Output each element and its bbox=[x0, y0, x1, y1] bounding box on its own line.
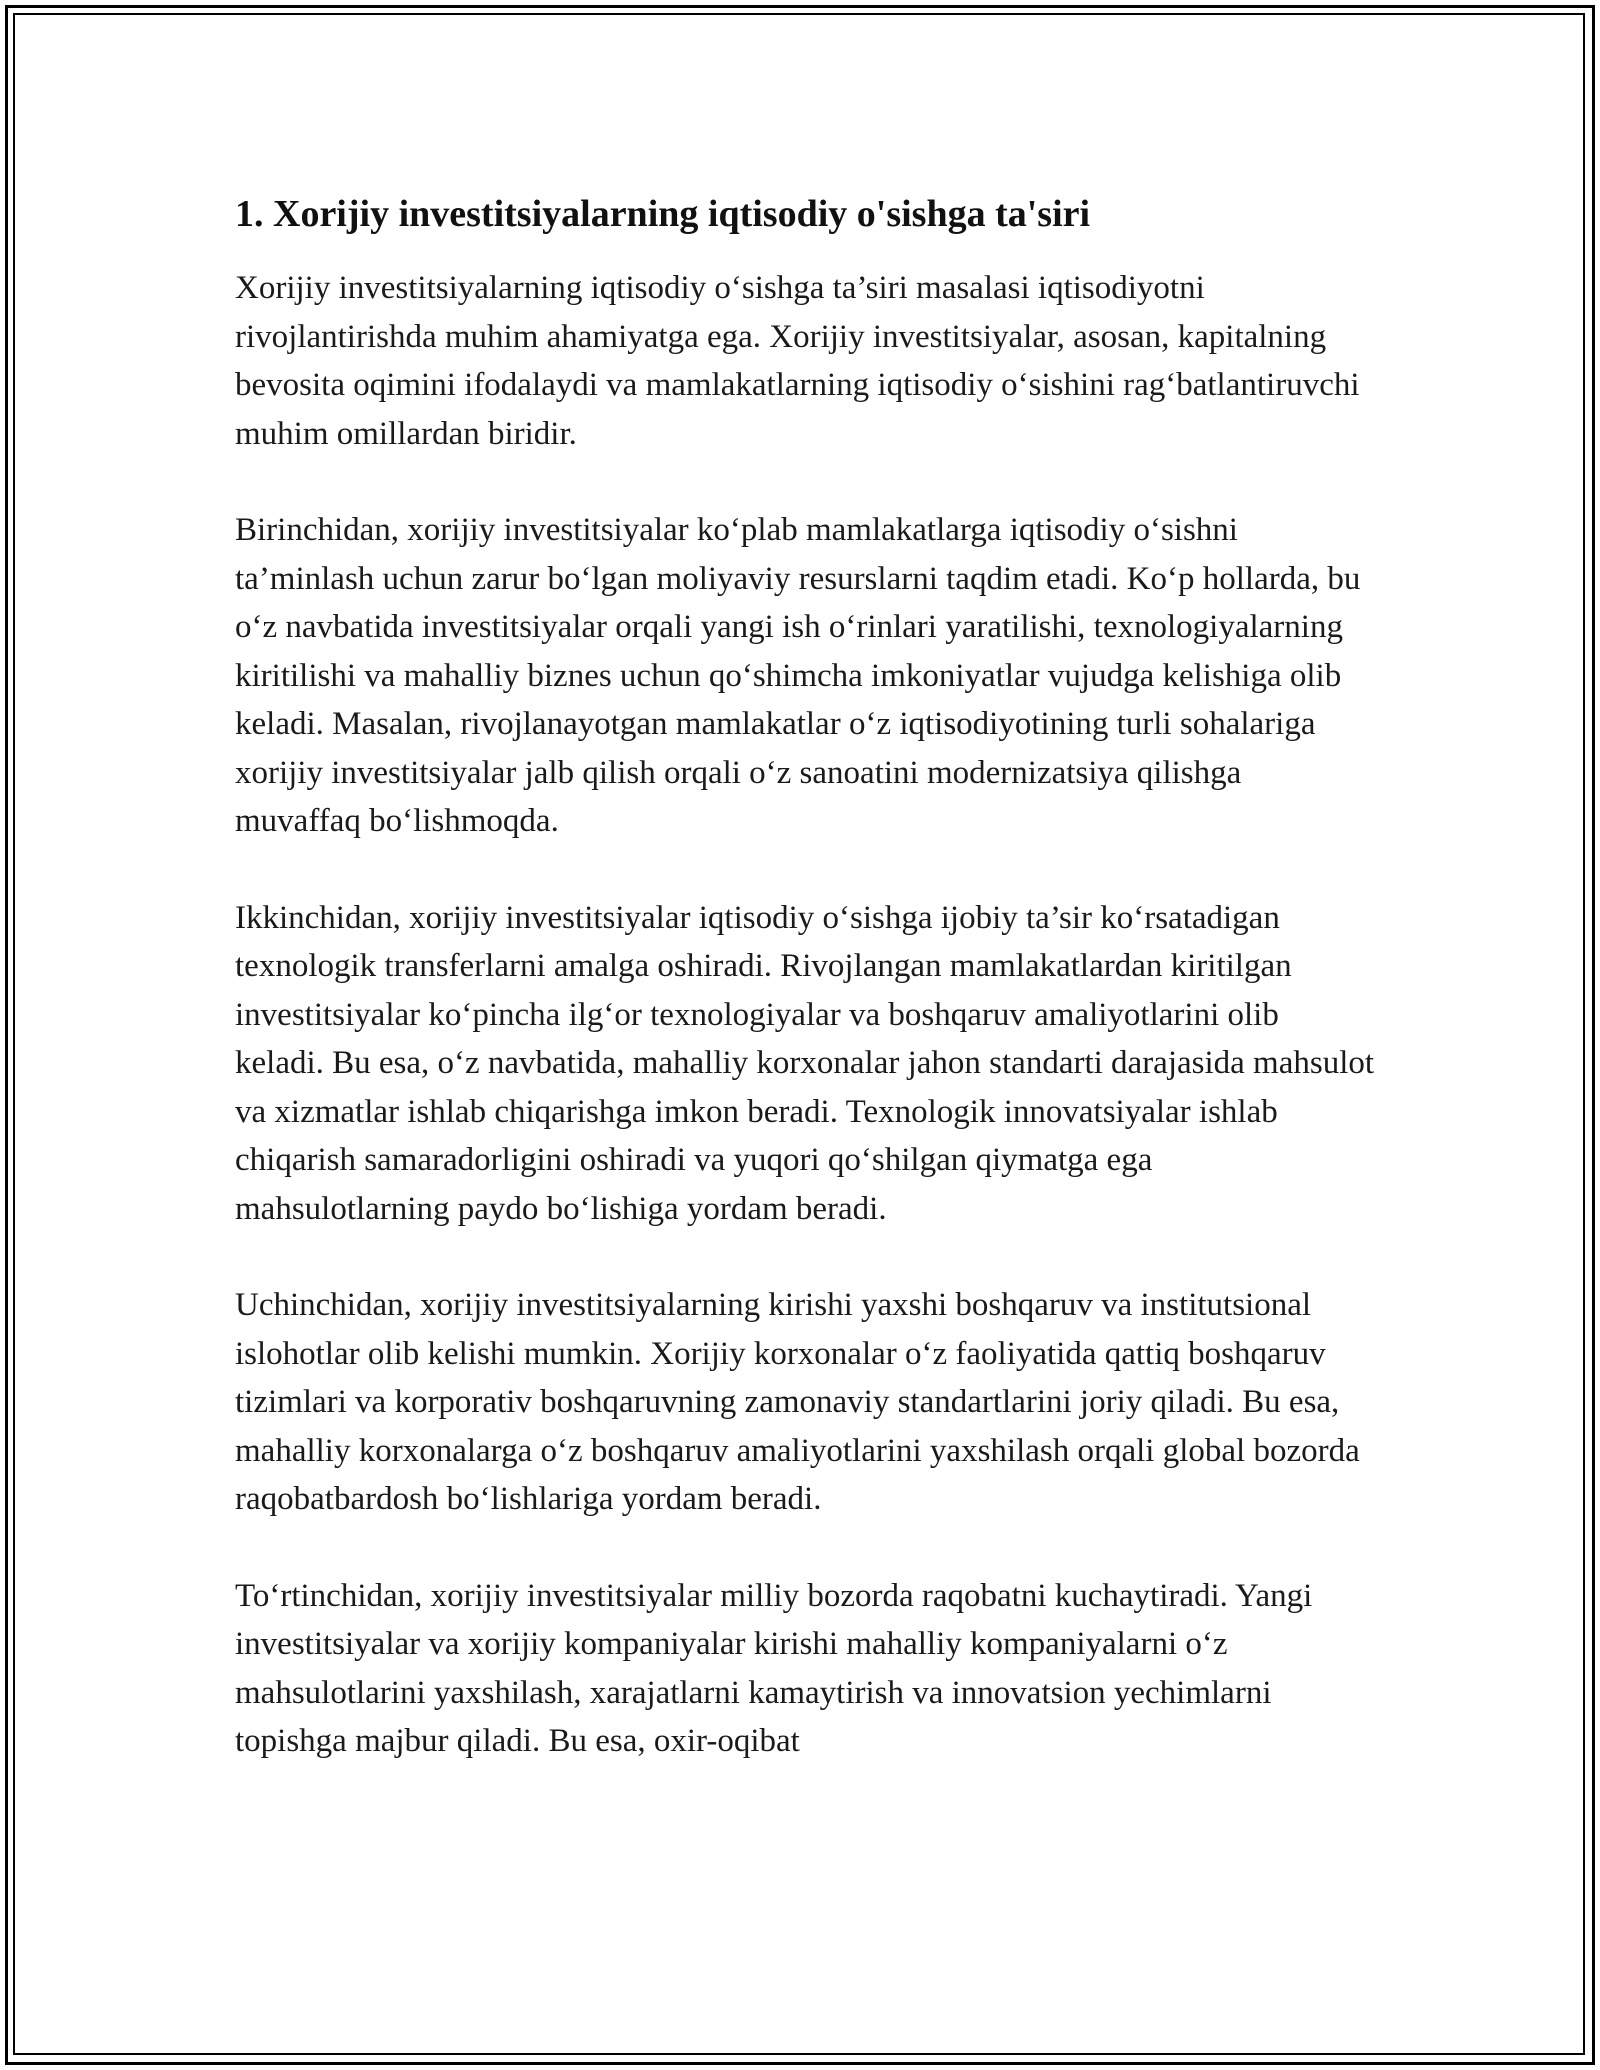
section-title: 1. Xorijiy investitsiyalarning iqtisodiy o'sishga ta'siri bbox=[235, 193, 1091, 235]
document-body bbox=[235, 188, 1375, 1814]
paragraph-third: Uchinchidan, xorijiy investitsiyalarning kirishi yaxshi boshqaruv va institutsional islohotlar olib kelishi mumkin. Xorijiy korxonalar o‘z faoliyatida qattiq boshqaruv tizimlari va korporativ boshqaruvning zamonaviy standartlarini joriy qiladi. Bu esa, mahalliy korxonalarga o‘z boshqaruv amaliyotlarini yaxshilash orqali global bozorda raqobatbardosh bo‘lishlariga yordam beradi. bbox=[235, 1287, 1360, 1517]
paragraph-intro: Xorijiy investitsiyalarning iqtisodiy o‘sishga ta’siri masalasi iqtisodiyotni rivojlantirishda muhim ahamiyatga ega. Xorijiy investitsiyalar, asosan, kapitalning bevosita oqimini ifodalaydi va mamlakatlarning iqtisodiy o‘sishini rag‘batlantiruvchi muhim omillardan biridir. bbox=[235, 270, 1360, 452]
paragraph-second: Ikkinchidan, xorijiy investitsiyalar iqtisodiy o‘sishga ijobiy ta’sir ko‘rsatadigan texnologik transferlarni amalga oshiradi. Rivojlangan mamlakatlardan kiritilgan investitsiyalar ko‘pincha ilg‘or texnologiyalar va boshqaruv amaliyotlarini olib keladi. Bu esa, o‘z navbatida, mahalliy korxonalar jahon standarti darajasida mahsulot va xizmatlar ishlab chiqarishga imkon beradi. Texnologik innovatsiyalar ishlab chiqarish samaradorligini oshiradi va yuqori qo‘shilgan qiymatga ega mahsulotlarning paydo bo‘lishiga yordam beradi. bbox=[235, 899, 1375, 1227]
paragraph-fourth: To‘rtinchidan, xorijiy investitsiyalar milliy bozorda raqobatni kuchaytiradi. Yangi investitsiyalar va xorijiy kompaniyalar kirishi mahalliy kompaniyalarni o‘z mahsulotlarini yaxshilash, xarajatlarni kamaytirish va innovatsion yechimlarni topishga majbur qiladi. Bu esa, oxir-oqibat bbox=[235, 1577, 1313, 1759]
paragraph-first: Birinchidan, xorijiy investitsiyalar ko‘plab mamlakatlarga iqtisodiy o‘sishni ta’minlash uchun zarur bo‘lgan moliyaviy resurslarni taqdim etadi. Ko‘p hollarda, bu o‘z navbatida investitsiyalar orqali yangi ish o‘rinlari yaratilishi, texnologiyalarning kiritilishi va mahalliy biznes uchun qo‘shimcha imkoniyatlar vujudga kelishiga olib keladi. Masalan, rivojlanayotgan mamlakatlar o‘z iqtisodiyotining turli sohalariga xorijiy investitsiyalar jalb qilish orqali o‘z sanoatini modernizatsiya qilishga muvaffaq bo‘lishmoqda. bbox=[235, 512, 1361, 839]
